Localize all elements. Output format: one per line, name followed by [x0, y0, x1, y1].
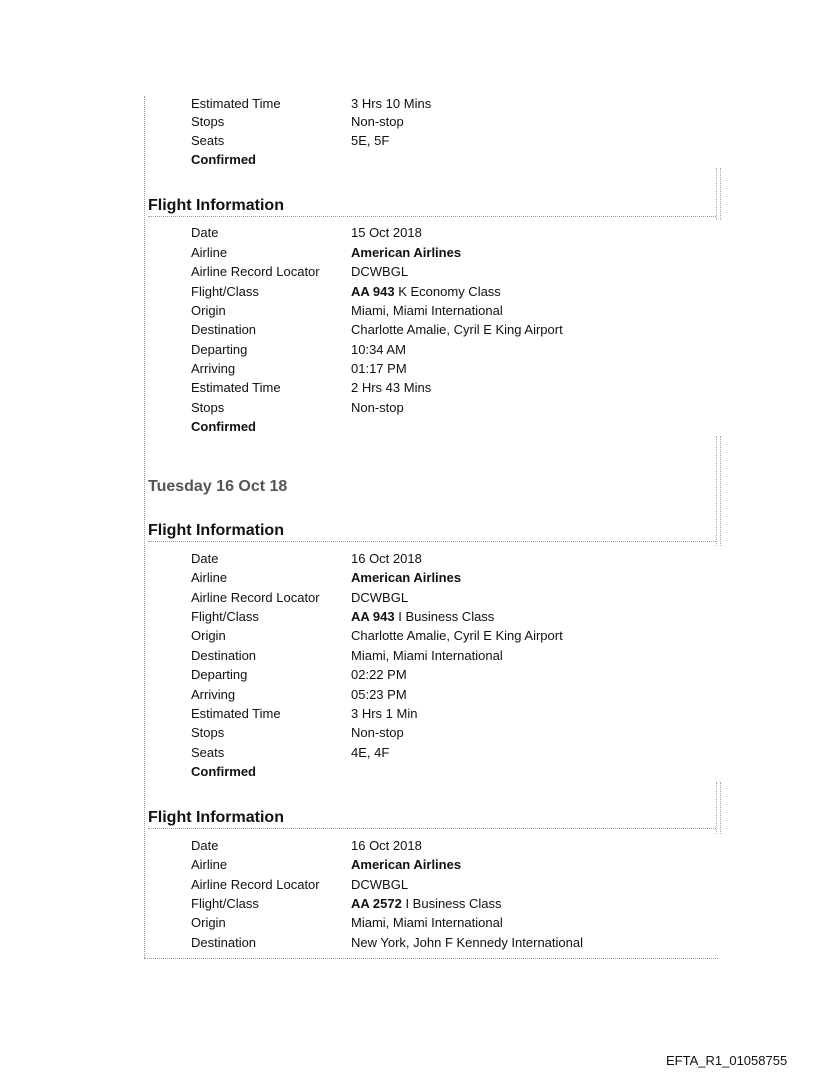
row-label: Airline Record Locator: [191, 264, 320, 279]
row-value: DCWBGL: [351, 264, 409, 279]
right-edge-mark: [716, 436, 721, 546]
row-value: 05:23 PM: [351, 687, 407, 702]
row-value: Miami, Miami International: [351, 648, 503, 663]
row-label: Flight/Class: [191, 609, 259, 624]
row-label: Departing: [191, 342, 248, 357]
document-id: EFTA_R1_01058755: [666, 1053, 788, 1068]
flight-class: I Business Class: [401, 896, 502, 911]
row-value: Miami, Miami International: [351, 303, 503, 318]
row-value: 01:17 PM: [351, 361, 407, 376]
section-title-flight-information: Flight Information: [148, 521, 716, 542]
row-label: Seats: [191, 745, 225, 760]
row-value: Charlotte Amalie, Cyril E King Airport: [351, 322, 563, 337]
row-label: Stops: [191, 400, 225, 415]
row-label: Estimated Time: [191, 96, 281, 111]
row-label: Stops: [191, 114, 225, 129]
right-edge-mark: [716, 168, 721, 220]
row-value: Non-stop: [351, 725, 404, 740]
row-label: Departing: [191, 667, 248, 682]
row-label: Airline: [191, 857, 228, 872]
section-title-flight-information: Flight Information: [148, 196, 716, 217]
status-confirmed: Confirmed: [191, 419, 256, 434]
row-label: Arriving: [191, 361, 236, 376]
flight-number: AA 943: [351, 609, 395, 624]
row-value: Miami, Miami International: [351, 915, 503, 930]
row-value: [351, 283, 501, 301]
row-label: Destination: [191, 935, 257, 950]
flight-class: K Economy Class: [394, 284, 501, 299]
row-value: 15 Oct 2018: [351, 225, 422, 240]
flight-class: I Business Class: [394, 609, 495, 624]
row-value: 3 Hrs 1 Min: [351, 706, 418, 721]
row-value: 3 Hrs 10 Mins: [351, 96, 432, 111]
row-label: Origin: [191, 915, 226, 930]
row-label: Airline: [191, 245, 228, 260]
row-value: American Airlines: [351, 857, 462, 872]
row-value: American Airlines: [351, 570, 462, 585]
row-label: Date: [191, 551, 219, 566]
row-value: DCWBGL: [351, 590, 409, 605]
row-label: Origin: [191, 303, 226, 318]
row-value: 16 Oct 2018: [351, 838, 422, 853]
row-value: 16 Oct 2018: [351, 551, 422, 566]
row-label: Seats: [191, 133, 225, 148]
row-label: Stops: [191, 725, 225, 740]
status-confirmed: Confirmed: [191, 764, 256, 779]
row-label: Destination: [191, 322, 257, 337]
row-value: 2 Hrs 43 Mins: [351, 380, 432, 395]
row-label: Airline: [191, 570, 228, 585]
section-title-flight-information: Flight Information: [148, 808, 716, 829]
day-header: Tuesday 16 Oct 18: [148, 478, 288, 495]
row-value: Charlotte Amalie, Cyril E King Airport: [351, 628, 563, 643]
row-label: Airline Record Locator: [191, 590, 320, 605]
row-value: 10:34 AM: [351, 342, 406, 357]
row-label: Estimated Time: [191, 380, 281, 395]
status-confirmed: Confirmed: [191, 152, 256, 167]
row-value: [351, 608, 494, 626]
row-label: Flight/Class: [191, 896, 259, 911]
flight-number: AA 2572: [351, 896, 402, 911]
row-label: Flight/Class: [191, 284, 259, 299]
row-label: Date: [191, 838, 219, 853]
row-value: 02:22 PM: [351, 667, 407, 682]
row-value: New York, John F Kennedy International: [351, 935, 583, 950]
row-label: Arriving: [191, 687, 236, 702]
row-value: 5E, 5F: [351, 133, 390, 148]
left-border: [144, 96, 145, 958]
row-label: Estimated Time: [191, 706, 281, 721]
row-value: Non-stop: [351, 400, 404, 415]
row-label: Date: [191, 225, 219, 240]
right-edge-mark: [716, 782, 721, 834]
row-label: Origin: [191, 628, 226, 643]
row-label: Destination: [191, 648, 257, 663]
row-value: American Airlines: [351, 245, 462, 260]
flight-number: AA 943: [351, 284, 395, 299]
row-value: 4E, 4F: [351, 745, 390, 760]
row-value: [351, 895, 502, 913]
row-value: Non-stop: [351, 114, 404, 129]
bottom-border: [144, 958, 718, 959]
row-label: Airline Record Locator: [191, 877, 320, 892]
row-value: DCWBGL: [351, 877, 409, 892]
